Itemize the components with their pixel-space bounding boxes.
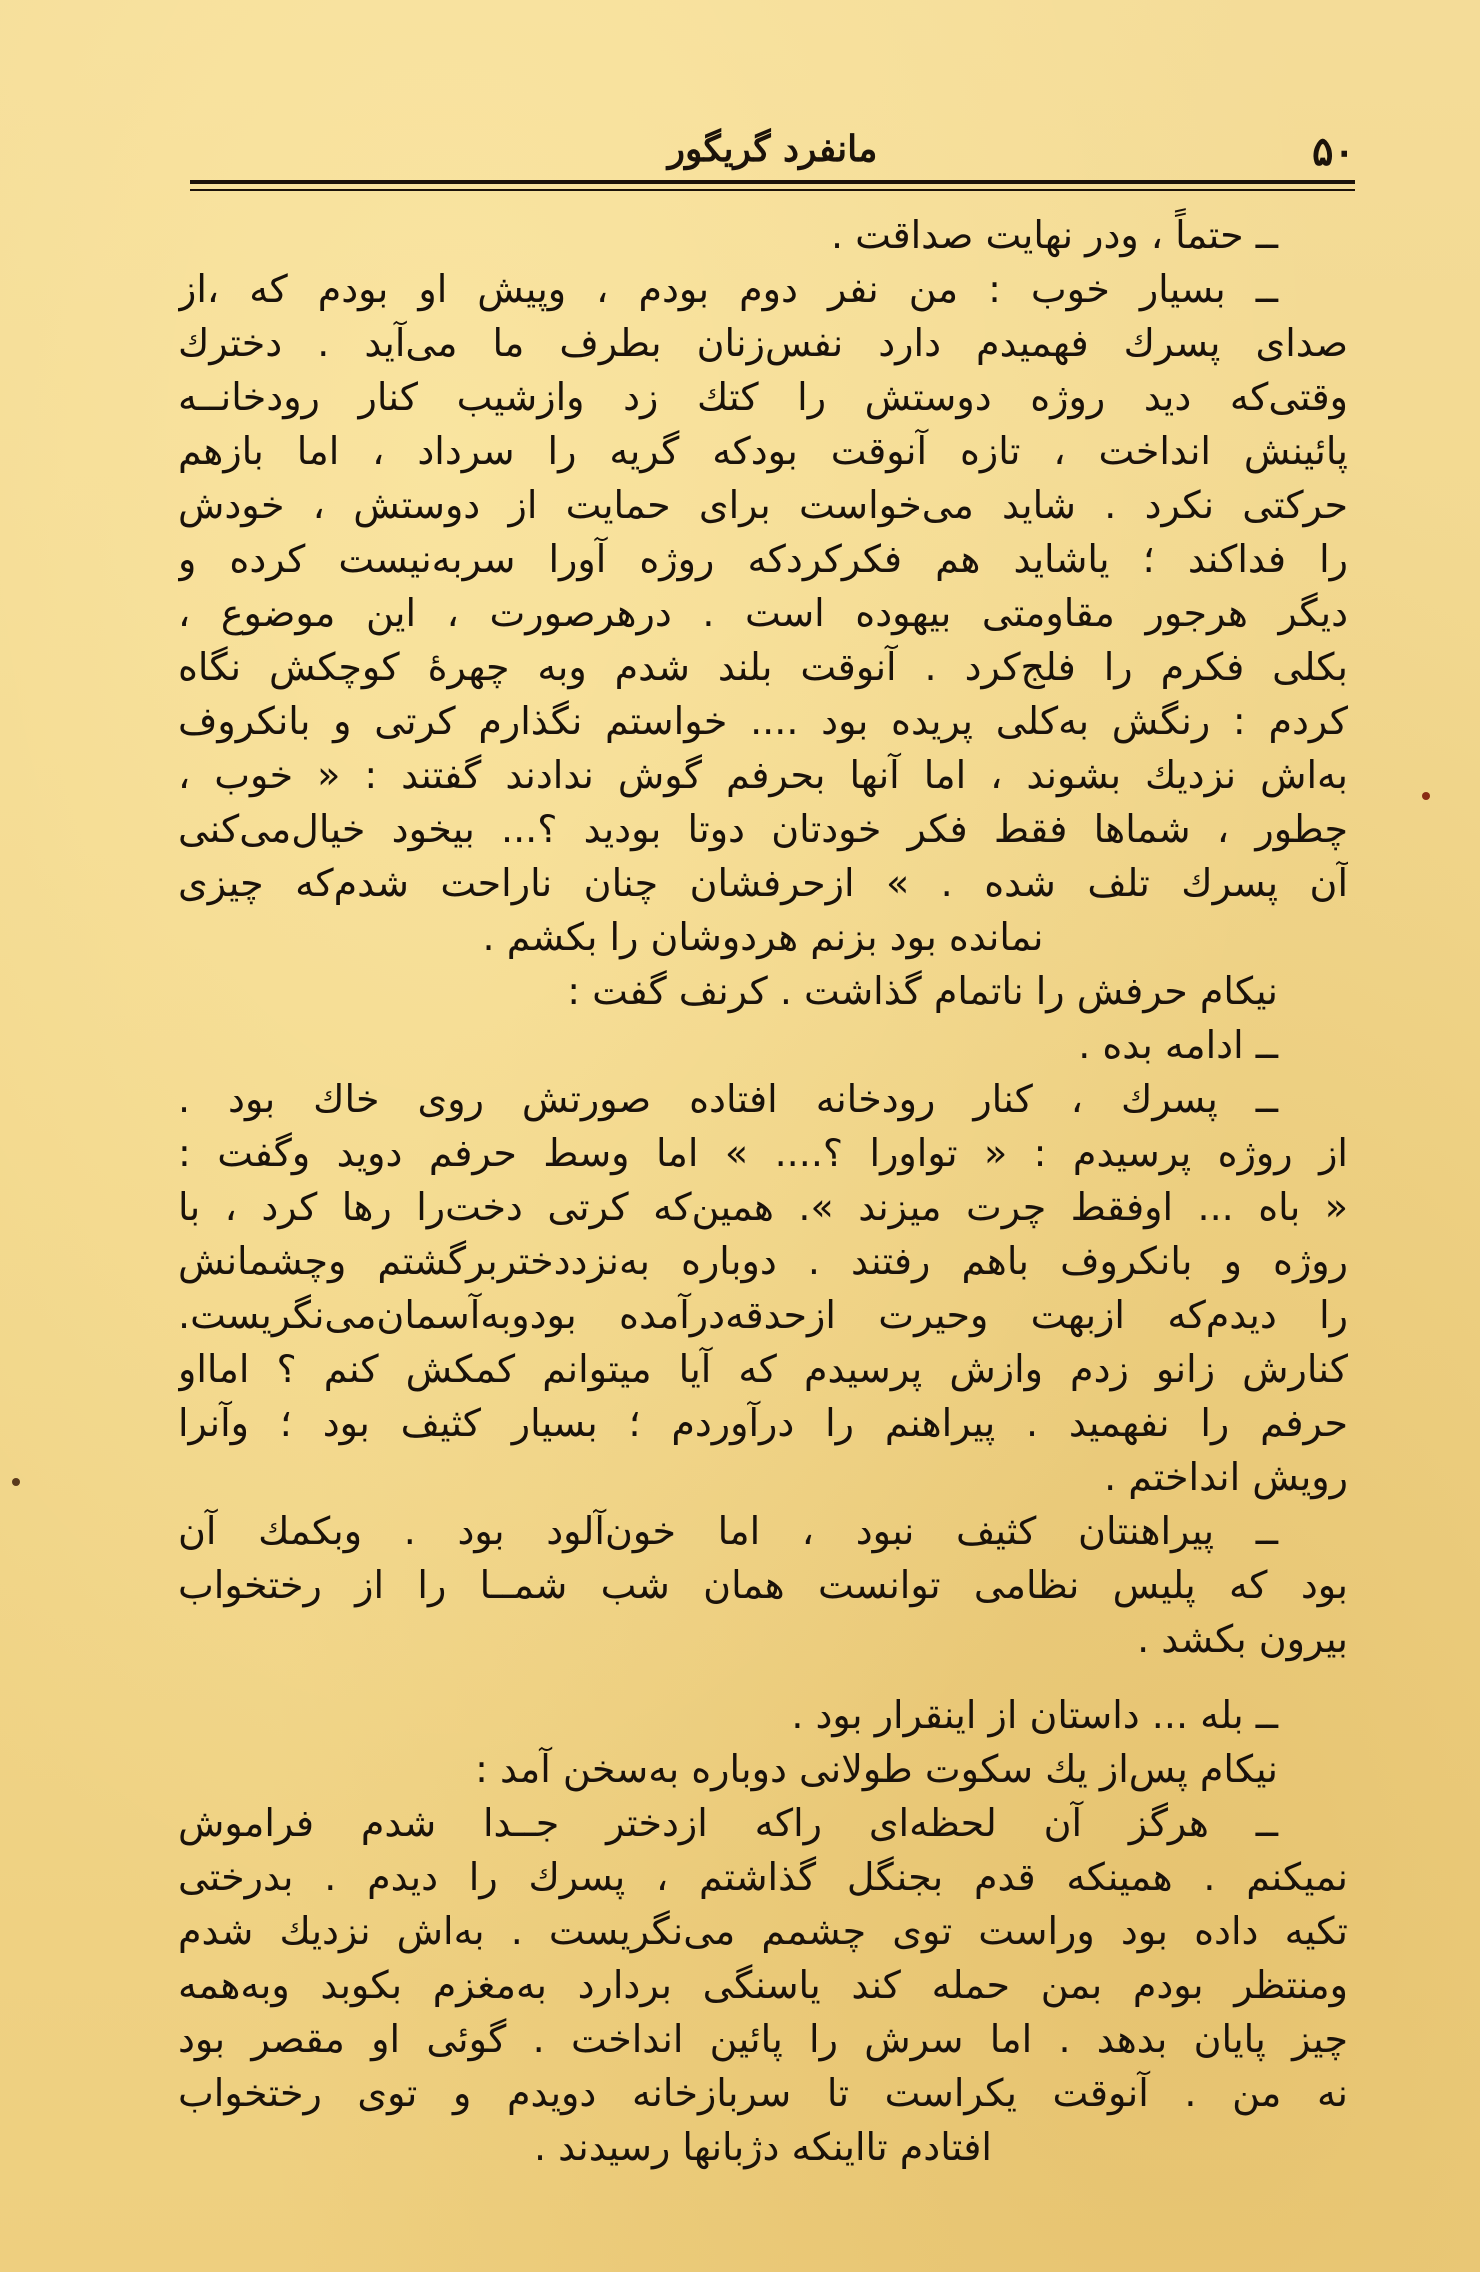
- text-line: بود که پلیس نظامی توانست همان شب شمــا را از رختخواب: [178, 1563, 1348, 1607]
- text-line: ــ هرگز آن لحظه‌ای راکه ازدختر جــدا شدم فراموش: [178, 1801, 1278, 1845]
- text-line: ــ بله ... داستان از اینقرار بود .: [791, 1693, 1278, 1737]
- text-line: ــ پیراهنتان کثیف نبود ، اما خون‌آلود بود . وبکمك آن: [178, 1509, 1278, 1553]
- text-line: بیرون بکشد .: [1137, 1617, 1348, 1661]
- text-line: کنارش زانو زدم وازش پرسیدم که آیا میتوانم کمکش کنم ؟ امااو: [178, 1347, 1348, 1391]
- page-header: [190, 128, 1355, 188]
- text-line: حرکتی نکرد . شاید می‌خواست برای حمایت از دوستش ، خودش: [178, 483, 1348, 527]
- body-text: [178, 208, 1348, 2174]
- text-line: روژه و بانکروف باهم رفتند . دوباره به‌نزددختربرگشتم وچشمانش: [178, 1239, 1348, 1283]
- text-line: افتادم تااینکه دژبانها رسیدند .: [534, 2125, 992, 2169]
- text-line: ــ بسیار خوب : من نفر دوم بودم ، وپیش او بودم که ،از: [178, 267, 1278, 311]
- text-line: « باه ... اوفقط چرت میزند ». همین‌که کرتی دخت‌را رها کرد ، با: [178, 1185, 1348, 1229]
- text-line: دیگر هرجور مقاومتی بیهوده است . درهرصورت ، این موضوع ،: [178, 591, 1348, 635]
- text-line: را دیدم‌که ازبهت وحیرت ازحدقه‌درآمده بودوبه‌آسمان‌می‌نگریست.: [178, 1293, 1348, 1337]
- paragraph-gap: [178, 1666, 1348, 1688]
- text-line: رویش انداختم .: [1104, 1455, 1348, 1499]
- header-rule-thin: [190, 189, 1355, 191]
- page-number: ۵۰: [1312, 128, 1355, 175]
- text-line: وقتی‌که دید روژه دوستش را کتك زد وازشیب کنار رودخانــه: [178, 375, 1348, 419]
- text-line: آن پسرك تلف شده . » ازحرفشان چنان ناراحت شدم‌که چیزی: [178, 861, 1348, 905]
- running-title: مانفرد گریگور: [667, 128, 878, 170]
- ink-speck: [12, 1478, 20, 1486]
- text-line: چیز پایان بدهد . اما سرش را پائین انداخت . گوئی او مقصر بود: [178, 2017, 1348, 2061]
- text-line: صدای پسرك فهمیدم دارد نفس‌زنان بطرف ما می‌آید . دخترك: [178, 321, 1348, 365]
- text-line: تکیه داده بود وراست توی چشمم می‌نگریست . به‌اش نزدیك شدم: [178, 1909, 1348, 1953]
- text-line: نمانده بود بزنم هردوشان را بکشم .: [482, 915, 1044, 959]
- text-line: نیکام حرفش را ناتمام گذاشت . کرنف گفت :: [567, 969, 1278, 1013]
- text-line: بکلی فکرم را فلج‌کرد . آنوقت بلند شدم وبه چهرهٔ کوچکش نگاه: [178, 645, 1348, 689]
- text-line: از روژه پرسیدم : « تواورا ؟.... » اما وسط حرفم دوید وگفت :: [178, 1131, 1348, 1175]
- text-line: به‌اش نزدیك بشوند ، اما آنها بحرفم گوش ندادند گفتند : « خوب ،: [178, 753, 1348, 797]
- text-line: نمیکنم . همینکه قدم بجنگل گذاشتم ، پسرك را دیدم . بدرختی: [178, 1855, 1348, 1899]
- text-line: ــ ادامه بده .: [1078, 1023, 1278, 1067]
- ink-speck: [1422, 792, 1430, 800]
- text-line: نیکام پس‌از یك سکوت طولانی دوباره به‌سخن آمد :: [475, 1747, 1278, 1791]
- text-line: نه من . آنوقت یکراست تا سربازخانه دویدم و توی رختخواب: [178, 2071, 1348, 2115]
- text-line: حرفم را نفهمید . پیراهنم را درآوردم ؛ بسیار کثیف بود ؛ وآنرا: [178, 1401, 1348, 1445]
- text-line: پائینش انداخت ، تازه آنوقت بودکه گریه را سرداد ، اما بازهم: [178, 429, 1348, 473]
- text-line: ــ پسرك ، کنار رودخانه افتاده صورتش روی خاك بود .: [178, 1077, 1278, 1121]
- text-line: را فداکند ؛ یاشاید هم فکرکردکه روژه آورا سربه‌نیست کرده و: [178, 537, 1348, 581]
- text-line: ــ حتماً ، ودر نهایت صداقت .: [830, 213, 1278, 257]
- text-line: ومنتظر بودم بمن حمله کند یاسنگی بردارد به‌مغزم بکوبد وبه‌همه: [178, 1963, 1348, 2007]
- text-line: چطور ، شماها فقط فکر خودتان دوتا بودید ؟... بیخود خیال‌می‌کنی: [178, 807, 1348, 851]
- header-rule: [190, 180, 1355, 184]
- text-line: کردم : رنگش به‌کلی پریده بود .... خواستم نگذارم کرتی و بانکروف: [178, 699, 1348, 743]
